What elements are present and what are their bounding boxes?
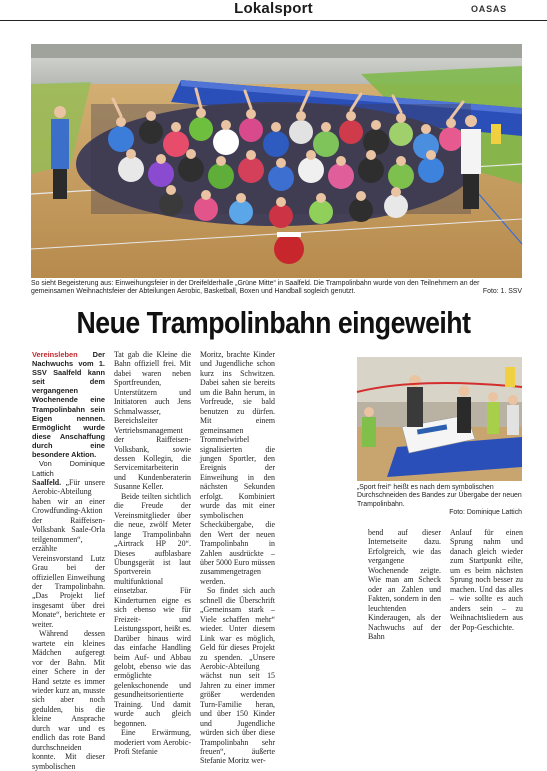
article-lead: Der Nachwuchs vom 1. SSV Saalfeld kann seit dem vergangenen Wochenende eine Trampolinbahn sein Eigen nennen. Ermöglicht wurde diese Anschaffung durch eine besondere Aktion.	[32, 350, 105, 460]
section-title: Lokalsport	[234, 0, 313, 17]
photo-credit: Foto: 1. SSV	[482, 288, 522, 296]
main-photo	[31, 44, 522, 278]
caption-text: So sieht Begeisterung aus: Einweihungsfeier in der Dreifelderhalle „Grüne Mitte“ in Saalfeld. Die Trampolinbahn wurde von den Teilnehmern an der gemeinsamen Weihnachtsfeier der Abteilungen Aerobic, Basketball, Boxen und Handball sogleich genutzt.	[31, 280, 480, 296]
page-header	[0, 0, 547, 21]
kicker: Vereinsleben	[32, 350, 78, 359]
article-headline: Neue Trampolinbahn eingeweiht	[76, 305, 471, 340]
body-paragraph: Tat gab die Kleine die Bahn offiziell frei. Mit dabei waren neben Sportfreunden, Unterstützern und Initiatoren auch Jens Schmalwasser, Bereichsleiter Vertriebsmanagement der Raiffeisen-Volksbank, sowie dessen Kollegin, die Servicemitarbeiterin und Kundenberaterin Susanne Keller.	[114, 350, 191, 492]
body-paragraph: Moritz, brachte Kinder und Jugendliche schon kurz ins Schwitzen. Dabei sahen sie bereits um die Bahn herum, in Vorfreude, sie bald benutzen zu dürfen. Mit einem gemeinsamen Trommelwirbel signalisierten die jungen Sportler, den Ereignis der Einweihung in den nächsten Sekunden erfolgt. Kombiniert wurde das mit einer symbolischen Scheckübergabe, die den Wert der neuen Trampolinbahn in Zahlen ausdrückte – über 5000 Euro müssen zusammengetragen werden.	[200, 350, 275, 586]
article-column-4	[368, 528, 441, 641]
body-paragraph: bend auf dieser Internetseite dazu. Erfolgreich, wie das vergangene Wochenende zeigte. Wie man am Scheck oder an Zahlen und Fakten, sondern in den leuchtenden Kinderaugen, als der Nachwuchs auf der Bahn	[368, 528, 441, 641]
body-paragraph: Anlauf für einen Sprung nahm und danach gleich wieder zum Startpunkt eilte, um es beim nächsten Sprung noch besser zu machen. Und das alles – wie sollte es auch anders sein – zu Weihnachtsliedern aus der Pop-Geschichte.	[450, 528, 523, 632]
body-paragraph: Eine Erwärmung, moderiert vom Aerobic-Profi Stefanie	[114, 728, 191, 757]
second-photo-caption	[357, 484, 522, 517]
body-paragraph: Beide teilten sichtlich die Freude der Vereinsmitglieder über die neue, zwölf Meter lange Trampolinbahn „Airtrack HP 20“. Dieses aufblasbare Übungsgerät ist laut Sportverein multifunktional einsetzbar. Für Kinderturnen eigne es sich ebenso wie für Freizeit- und Leistungssport, heißt es. Darüber hinaus wird das einfache Handling beim Auf- und Abbau gelobt, ebenso wie das ermöglichte gelenkschonende und gesundheitsorientierte Training. Und damit wurde auch gleich begonnen.	[114, 491, 191, 728]
photo-credit: Foto: Dominique Lattich	[449, 508, 522, 516]
article-column-1	[32, 350, 105, 771]
article-column-5	[450, 528, 523, 632]
newspaper-brand: OASAS	[470, 4, 507, 14]
article-column-2	[114, 350, 191, 757]
body-paragraph: So findet sich auch schnell die Überschrift „Gemeinsam stark – Viele schaffen mehr“ wieder. Unter diesem Link war es möglich, Geld für dieses Projekt zu spenden. „Unsere Aerobic-Abteilung wächst nun seit 15 Jahren zu einer immer größer werdenden Turn-Familie heran, und über 150 Kinder und Jugendliche würden sich über diese Trampolinbahn sehr freuen“, äußerte Stefanie Moritz wer-	[200, 586, 275, 766]
body-paragraph: Während dessen wartete ein kleines Mädchen aufgeregt vor der Bahn. Mit einer Schere in der Hand setzte es immer wieder kurz an, musste sich aber noch gedulden, bis die kleine Ansprache durch war und es endlich das rote Band durchschneiden konnte. Mit dieser symbolischen	[32, 629, 105, 771]
second-photo	[357, 357, 522, 481]
article-column-3	[200, 350, 275, 766]
author-byline: Von Dominique Lattich	[32, 459, 105, 478]
main-photo-caption	[31, 280, 522, 296]
caption-text: „Sport frei!“ heißt es nach dem symbolischen Durchschneiden des Bandes zur Übergabe der neuen Trampolinbahn.	[357, 484, 522, 508]
body-paragraph: „Für unsere Aerobic-Abteilung haben wir an einer Crowdfunding-Aktion der Raiffeisen-Volksbank Saale-Orla teilgenommen“, erzählte Vereinsvorstand Lutz Grau bei der offiziellen Einweihung der Trampolinbahn. „Das Projekt lief insgesamt über drei Monate“, berichtete er weiter.	[32, 478, 105, 629]
dateline: Saalfeld.	[32, 478, 62, 488]
